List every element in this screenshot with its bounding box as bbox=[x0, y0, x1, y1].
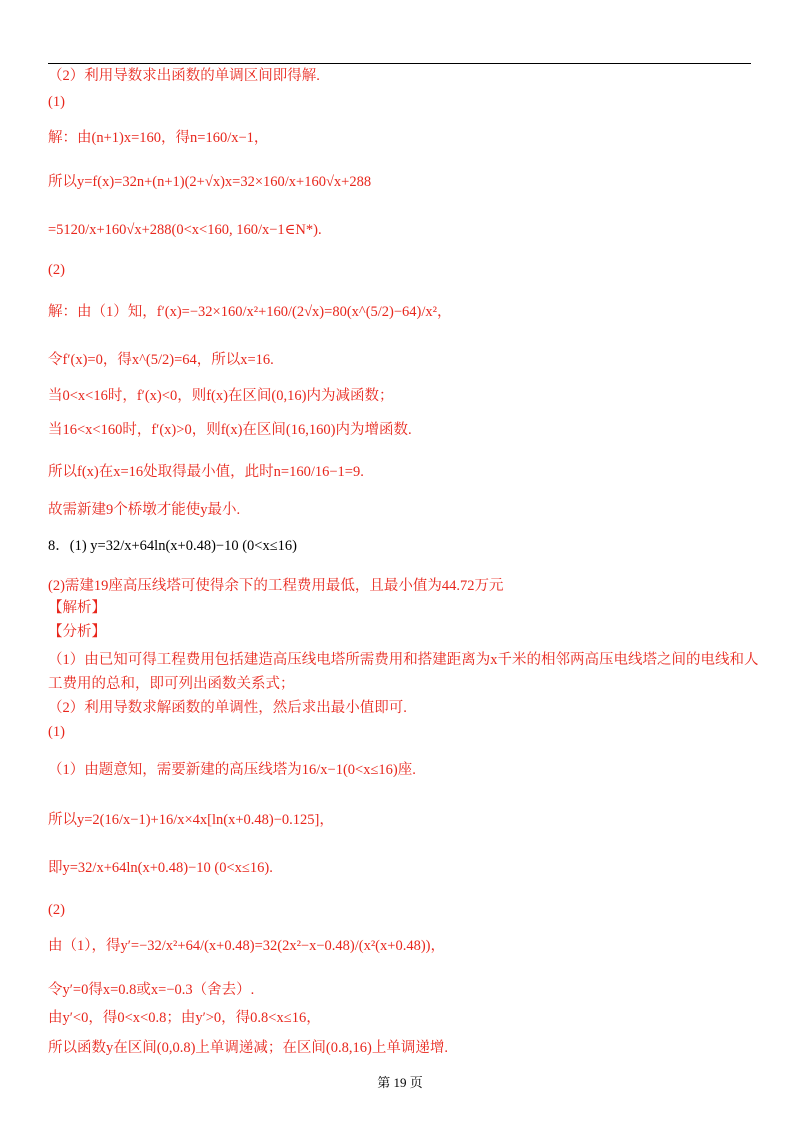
text-line-3: 解：由(n+1)x=160，得n=160/x−1， bbox=[48, 130, 269, 146]
text-line-7: 解：由（1）知，f′(x)=−32×160/x²+160/(2√x)=80(x^(5/2)−64)/x²， bbox=[48, 304, 452, 320]
text-line-22: 所以y=2(16/x−1)+16/x×4x[ln(x+0.48)−0.125]， bbox=[48, 812, 334, 828]
text-line-13: 8．(1) y=32/x+64ln(x+0.48)−10 (0<x≤16) bbox=[48, 538, 297, 554]
text-line-16: 【分析】 bbox=[48, 624, 106, 640]
text-line-12: 故需新建9个桥墩才能使y最小. bbox=[48, 502, 241, 518]
text-line-5: =5120/x+160√x+288(0<x<160, 160/x−1∈N*). bbox=[48, 222, 322, 238]
text-line-24: (2) bbox=[48, 902, 65, 918]
text-line-26: 令y′=0得x=0.8或x=−0.3（舍去）. bbox=[48, 982, 255, 998]
text-line-23: 即y=32/x+64ln(x+0.48)−10 (0<x≤16). bbox=[48, 860, 273, 876]
text-line-11: 所以f(x)在x=16处取得最小值，此时n=160/16−1=9. bbox=[48, 464, 364, 480]
text-line-25: 由（1），得y′=−32/x²+64/(x+0.48)=32(2x²−x−0.48)/(x²(x+0.48))， bbox=[48, 938, 445, 954]
text-line-15: 【解析】 bbox=[48, 600, 106, 616]
text-line-20: (1) bbox=[48, 724, 65, 740]
text-line-2: (1) bbox=[48, 94, 65, 110]
text-line-21: （1）由题意知，需要新建的高压线塔为16/x−1(0<x≤16)座. bbox=[48, 762, 416, 778]
text-line-19: （2）利用导数求解函数的单调性，然后求出最小值即可. bbox=[48, 700, 407, 716]
header-rule bbox=[48, 63, 751, 64]
text-line-27: 由y′<0，得0<x<0.8；由y′>0，得0.8<x≤16， bbox=[48, 1010, 321, 1026]
page-number: 第 19 页 bbox=[377, 1075, 423, 1090]
text-line-28: 所以函数y在区间(0,0.8)上单调递减；在区间(0.8,16)上单调递增. bbox=[48, 1040, 448, 1056]
text-line-14: (2)需建19座高压线塔可使得余下的工程费用最低，且最小值为44.72万元 bbox=[48, 578, 504, 594]
text-line-1: （2）利用导数求出函数的单调区间即得解. bbox=[48, 68, 320, 84]
text-line-17: （1）由已知可得工程费用包括建造高压线电塔所需费用和搭建距离为x千米的相邻两高压电线塔之间的电线和人 bbox=[48, 652, 759, 668]
text-line-6: (2) bbox=[48, 262, 65, 278]
text-line-10: 当16<x<160时，f′(x)>0，则f(x)在区间(16,160)内为增函数. bbox=[48, 422, 412, 438]
text-line-9: 当0<x<16时，f′(x)<0，则f(x)在区间(0,16)内为减函数； bbox=[48, 388, 394, 404]
text-line-18: 工费用的总和，即可列出函数关系式； bbox=[48, 676, 295, 692]
text-line-8: 令f′(x)=0，得x^(5/2)=64，所以x=16. bbox=[48, 352, 274, 368]
text-line-4: 所以y=f(x)=32n+(n+1)(2+√x)x=32×160/x+160√x+288 bbox=[48, 174, 372, 190]
